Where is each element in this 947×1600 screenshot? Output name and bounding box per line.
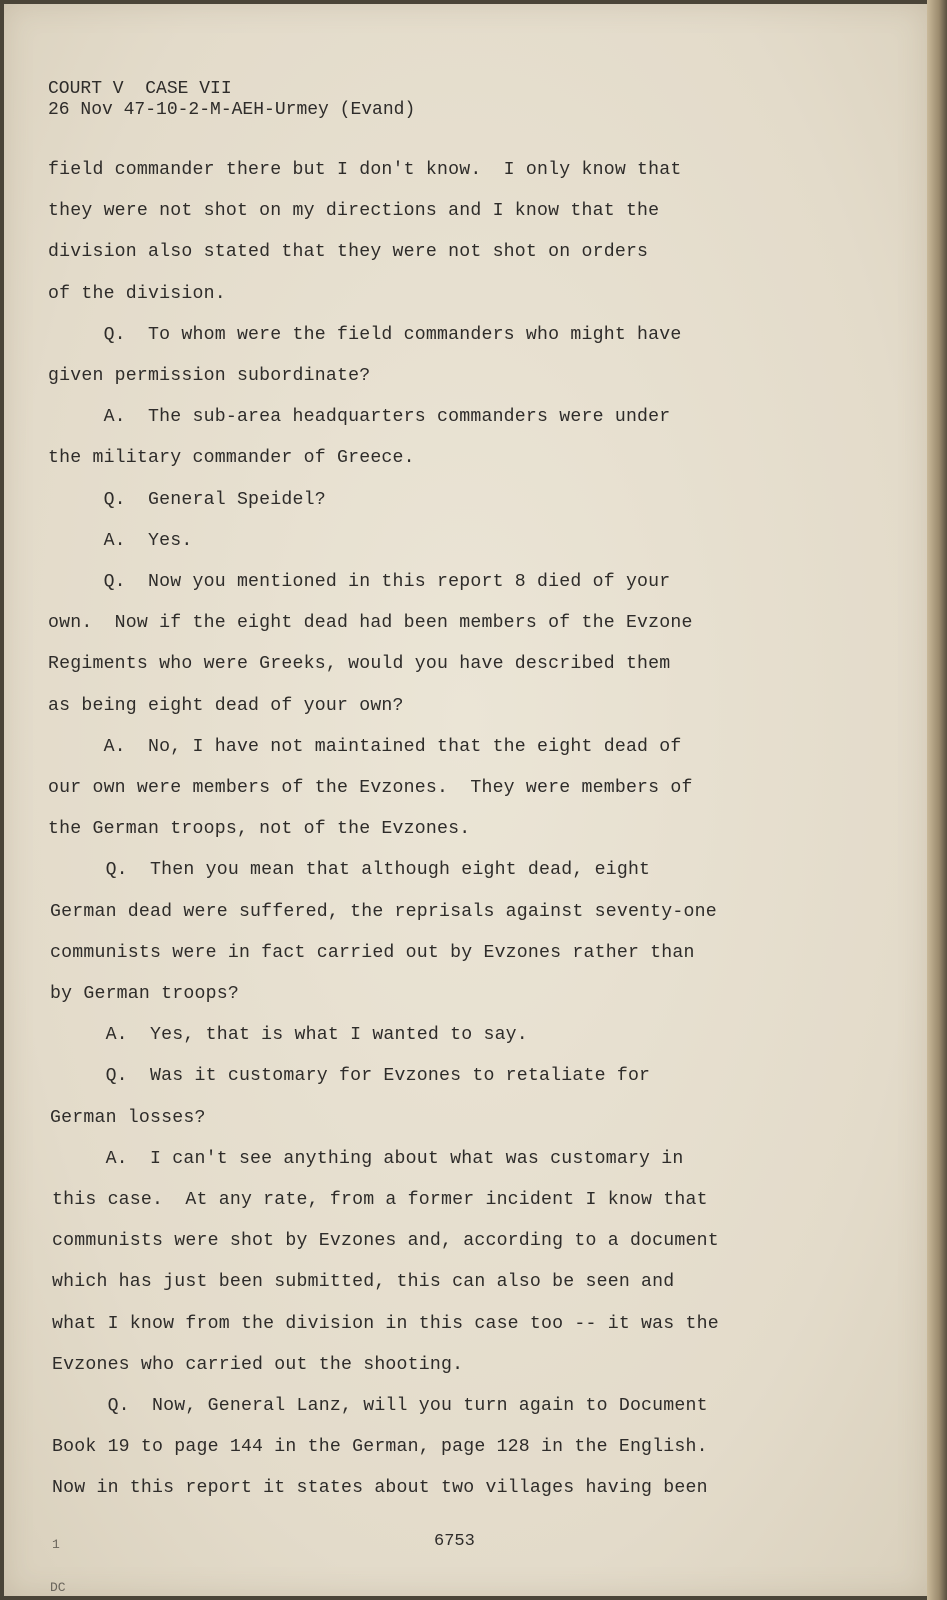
transcript-line: Now in this report it states about two villages having been <box>52 1478 708 1499</box>
transcript-line: our own were members of the Evzones. They were members of <box>48 778 693 798</box>
transcript-line: Q. General Speidel? <box>48 489 326 510</box>
transcript-line: they were not shot on my directions and I know that the <box>48 201 660 222</box>
page-edge-shadow <box>927 0 947 1600</box>
transcript-line: given permission subordinate? <box>48 366 371 386</box>
transcript-line: German losses? <box>50 1107 206 1128</box>
margin-initials: DC <box>50 1580 66 1595</box>
transcript-line: A. Yes, that is what I wanted to say. <box>50 1025 528 1046</box>
transcript-line: A. No, I have not maintained that the eight dead of <box>48 736 682 757</box>
transcript-line: division also stated that they were not shot on orders <box>48 242 649 263</box>
transcript-line: as being eight dead of your own? <box>48 695 404 716</box>
transcript-line: the military commander of Greece. <box>48 448 415 469</box>
document-header <box>48 79 415 121</box>
transcript-line: Book 19 to page 144 in the German, page 128 in the English. <box>52 1437 708 1458</box>
transcript-line: own. Now if the eight dead had been members of the Evzone <box>48 613 693 634</box>
transcript-line: field commander there but I don't know. I only know that <box>48 160 682 180</box>
margin-mark: 1 <box>52 1537 60 1552</box>
header-court-case: COURT V CASE VII <box>48 79 232 99</box>
transcript-line: the German troops, not of the Evzones. <box>48 819 471 840</box>
transcript-line: Q. Now you mentioned in this report 8 died of your <box>48 572 671 592</box>
transcript-line: German dead were suffered, the reprisals against seventy-one <box>50 901 717 922</box>
transcript-line: what I know from the division in this case too -- it was the <box>52 1313 719 1334</box>
transcript-line: communists were in fact carried out by Evzones rather than <box>50 942 695 963</box>
transcript-line: Q. Then you mean that although eight dead, eight <box>50 860 651 881</box>
transcript-line: by German troops? <box>50 984 239 1004</box>
transcript-line: Q. To whom were the field commanders who might have <box>48 324 682 345</box>
transcript-line: of the division. <box>48 283 226 304</box>
transcript-line: A. I can't see anything about what was customary in <box>50 1148 684 1169</box>
transcript-line: communists were shot by Evzones and, according to a document <box>52 1231 719 1252</box>
transcript-line: Q. Was it customary for Evzones to retaliate for <box>50 1066 651 1087</box>
header-date-reference: 26 Nov 47-10-2-M-AEH-Urmey (Evand) <box>48 100 416 120</box>
transcript-line: Evzones who carried out the shooting. <box>52 1354 464 1375</box>
page-number: 6753 <box>434 1532 475 1551</box>
transcript-line: A. The sub-area headquarters commanders were under <box>48 407 671 428</box>
transcript-line: Regiments who were Greeks, would you have described them <box>48 654 671 675</box>
transcript-line: A. Yes. <box>48 530 193 551</box>
transcript-line: this case. At any rate, from a former incident I know that <box>52 1190 708 1210</box>
transcript-line: Q. Now, General Lanz, will you turn again to Document <box>52 1396 708 1416</box>
transcript-line: which has just been submitted, this can also be seen and <box>52 1272 675 1293</box>
